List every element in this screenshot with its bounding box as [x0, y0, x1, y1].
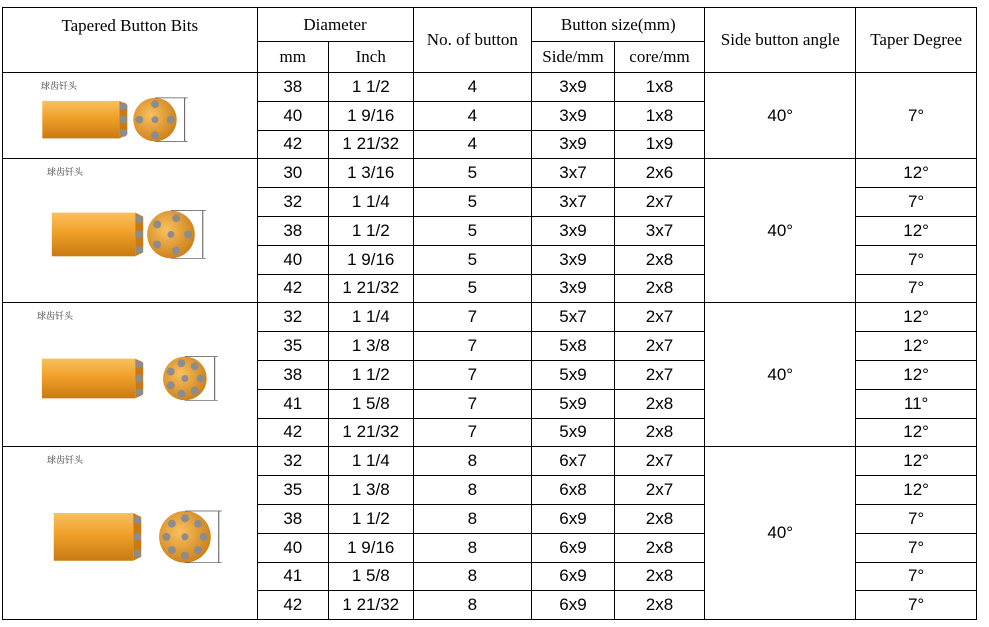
cell-buttons: 8: [413, 476, 532, 505]
tapered-bit-illustration: [3, 447, 257, 619]
cell-buttons: 8: [413, 447, 532, 476]
header-mm: mm: [257, 42, 328, 73]
cell-taper: 12°: [856, 159, 977, 188]
cell-taper: 7°: [856, 245, 977, 274]
cell-core: 1x8: [614, 73, 705, 102]
tapered-bit-illustration: [3, 159, 257, 302]
cell-buttons: 8: [413, 504, 532, 533]
table-row: [3, 159, 977, 188]
cell-inch: 1 21/32: [329, 591, 414, 620]
cell-core: 2x7: [614, 303, 705, 332]
header-taper: Taper Degree: [856, 8, 977, 73]
product-caption: 球齿钎头: [47, 456, 84, 467]
cell-mm: 38: [257, 73, 328, 102]
cell-taper: 12°: [856, 332, 977, 361]
cell-inch: 1 1/4: [329, 188, 414, 217]
header-core: core/mm: [614, 42, 705, 73]
cell-core: 2x8: [614, 418, 705, 447]
cell-inch: 1 1/4: [329, 447, 414, 476]
product-image-cell: [3, 73, 258, 159]
cell-buttons: 8: [413, 591, 532, 620]
cell-taper: 7°: [856, 504, 977, 533]
cell-inch: 1 9/16: [329, 101, 414, 130]
header-side-angle: Side button angle: [705, 8, 856, 73]
cell-inch: 1 3/8: [329, 476, 414, 505]
cell-side: 6x7: [532, 447, 615, 476]
spec-body: [3, 73, 977, 620]
cell-side: 5x9: [532, 389, 615, 418]
cell-mm: 42: [257, 130, 328, 159]
cell-core: 2x7: [614, 447, 705, 476]
product-image-cell: [3, 159, 258, 303]
cell-side: 3x9: [532, 274, 615, 303]
cell-inch: 1 9/16: [329, 245, 414, 274]
cell-core: 2x8: [614, 389, 705, 418]
cell-side: 6x9: [532, 591, 615, 620]
cell-taper: 12°: [856, 418, 977, 447]
header-buttons: No. of button: [413, 8, 532, 73]
header-button-size: Button size(mm): [532, 8, 705, 42]
cell-inch: 1 21/32: [329, 274, 414, 303]
cell-mm: 40: [257, 533, 328, 562]
cell-taper: 7°: [856, 591, 977, 620]
cell-inch: 1 3/8: [329, 332, 414, 361]
cell-mm: 32: [257, 303, 328, 332]
cell-inch: 1 1/2: [329, 73, 414, 102]
product-caption: 球齿钎头: [37, 312, 74, 323]
cell-taper: 7°: [856, 562, 977, 591]
cell-core: 2x8: [614, 591, 705, 620]
cell-core: 2x8: [614, 504, 705, 533]
cell-buttons: 7: [413, 360, 532, 389]
cell-mm: 40: [257, 101, 328, 130]
cell-inch: 1 5/8: [329, 389, 414, 418]
cell-buttons: 4: [413, 101, 532, 130]
cell-side-angle: 40°: [705, 303, 856, 447]
cell-side: 3x9: [532, 245, 615, 274]
cell-taper: 7°: [856, 533, 977, 562]
cell-core: 2x7: [614, 332, 705, 361]
cell-core: 2x8: [614, 274, 705, 303]
cell-core: 2x6: [614, 159, 705, 188]
cell-buttons: 5: [413, 216, 532, 245]
product-caption: 球齿钎头: [41, 82, 78, 92]
cell-side: 5x9: [532, 418, 615, 447]
cell-buttons: 7: [413, 303, 532, 332]
cell-core: 2x7: [614, 188, 705, 217]
cell-mm: 42: [257, 274, 328, 303]
cell-taper: 7°: [856, 188, 977, 217]
cell-core: 1x9: [614, 130, 705, 159]
cell-inch: 1 21/32: [329, 418, 414, 447]
cell-core: 2x8: [614, 245, 705, 274]
cell-side-angle: 40°: [705, 159, 856, 303]
cell-side: 3x7: [532, 159, 615, 188]
cell-buttons: 8: [413, 533, 532, 562]
cell-mm: 35: [257, 476, 328, 505]
cell-inch: 1 1/2: [329, 216, 414, 245]
cell-side: 5x7: [532, 303, 615, 332]
cell-mm: 40: [257, 245, 328, 274]
cell-side: 3x9: [532, 130, 615, 159]
table-row: [3, 73, 977, 102]
cell-core: 2x7: [614, 360, 705, 389]
cell-inch: 1 5/8: [329, 562, 414, 591]
cell-side: 3x9: [532, 73, 615, 102]
cell-inch: 1 9/16: [329, 533, 414, 562]
cell-inch: 1 1/2: [329, 504, 414, 533]
cell-taper: 12°: [856, 447, 977, 476]
cell-inch: 1 1/4: [329, 303, 414, 332]
cell-taper: 7°: [856, 274, 977, 303]
cell-side: 6x8: [532, 476, 615, 505]
cell-inch: 1 21/32: [329, 130, 414, 159]
cell-buttons: 7: [413, 389, 532, 418]
product-image-cell: [3, 447, 258, 620]
cell-mm: 32: [257, 188, 328, 217]
cell-mm: 41: [257, 562, 328, 591]
spec-table: [2, 7, 977, 620]
cell-mm: 42: [257, 591, 328, 620]
cell-buttons: 5: [413, 245, 532, 274]
cell-mm: 38: [257, 504, 328, 533]
cell-buttons: 7: [413, 332, 532, 361]
cell-taper: 12°: [856, 216, 977, 245]
cell-inch: 1 1/2: [329, 360, 414, 389]
header-inch: Inch: [329, 42, 414, 73]
cell-core: 1x8: [614, 101, 705, 130]
cell-taper: 12°: [856, 360, 977, 389]
cell-mm: 42: [257, 418, 328, 447]
cell-mm: 35: [257, 332, 328, 361]
header-diameter: Diameter: [257, 8, 413, 42]
cell-inch: 1 3/16: [329, 159, 414, 188]
cell-side: 3x7: [532, 188, 615, 217]
table-row: [3, 303, 977, 332]
cell-side: 6x9: [532, 562, 615, 591]
cell-side: 3x9: [532, 216, 615, 245]
cell-core: 3x7: [614, 216, 705, 245]
cell-side: 6x9: [532, 533, 615, 562]
cell-buttons: 4: [413, 130, 532, 159]
cell-taper: 12°: [856, 303, 977, 332]
cell-side-angle: 40°: [705, 447, 856, 620]
cell-buttons: 8: [413, 562, 532, 591]
tapered-bit-illustration: [3, 303, 257, 446]
cell-buttons: 5: [413, 274, 532, 303]
cell-side: 3x9: [532, 101, 615, 130]
cell-taper: 7°: [856, 73, 977, 159]
cell-mm: 38: [257, 216, 328, 245]
cell-taper: 12°: [856, 476, 977, 505]
table-row: [3, 447, 977, 476]
cell-taper: 11°: [856, 389, 977, 418]
cell-mm: 38: [257, 360, 328, 389]
header-product: Tapered Button Bits: [3, 8, 258, 73]
cell-side: 5x8: [532, 332, 615, 361]
cell-buttons: 7: [413, 418, 532, 447]
cell-buttons: 5: [413, 159, 532, 188]
product-image-cell: [3, 303, 258, 447]
cell-core: 2x8: [614, 533, 705, 562]
cell-buttons: 4: [413, 73, 532, 102]
cell-mm: 32: [257, 447, 328, 476]
cell-side: 6x9: [532, 504, 615, 533]
cell-mm: 41: [257, 389, 328, 418]
header-side: Side/mm: [532, 42, 615, 73]
cell-buttons: 5: [413, 188, 532, 217]
cell-side-angle: 40°: [705, 73, 856, 159]
product-caption: 球齿钎头: [47, 168, 84, 179]
cell-side: 5x9: [532, 360, 615, 389]
cell-mm: 30: [257, 159, 328, 188]
cell-core: 2x7: [614, 476, 705, 505]
cell-core: 2x8: [614, 562, 705, 591]
